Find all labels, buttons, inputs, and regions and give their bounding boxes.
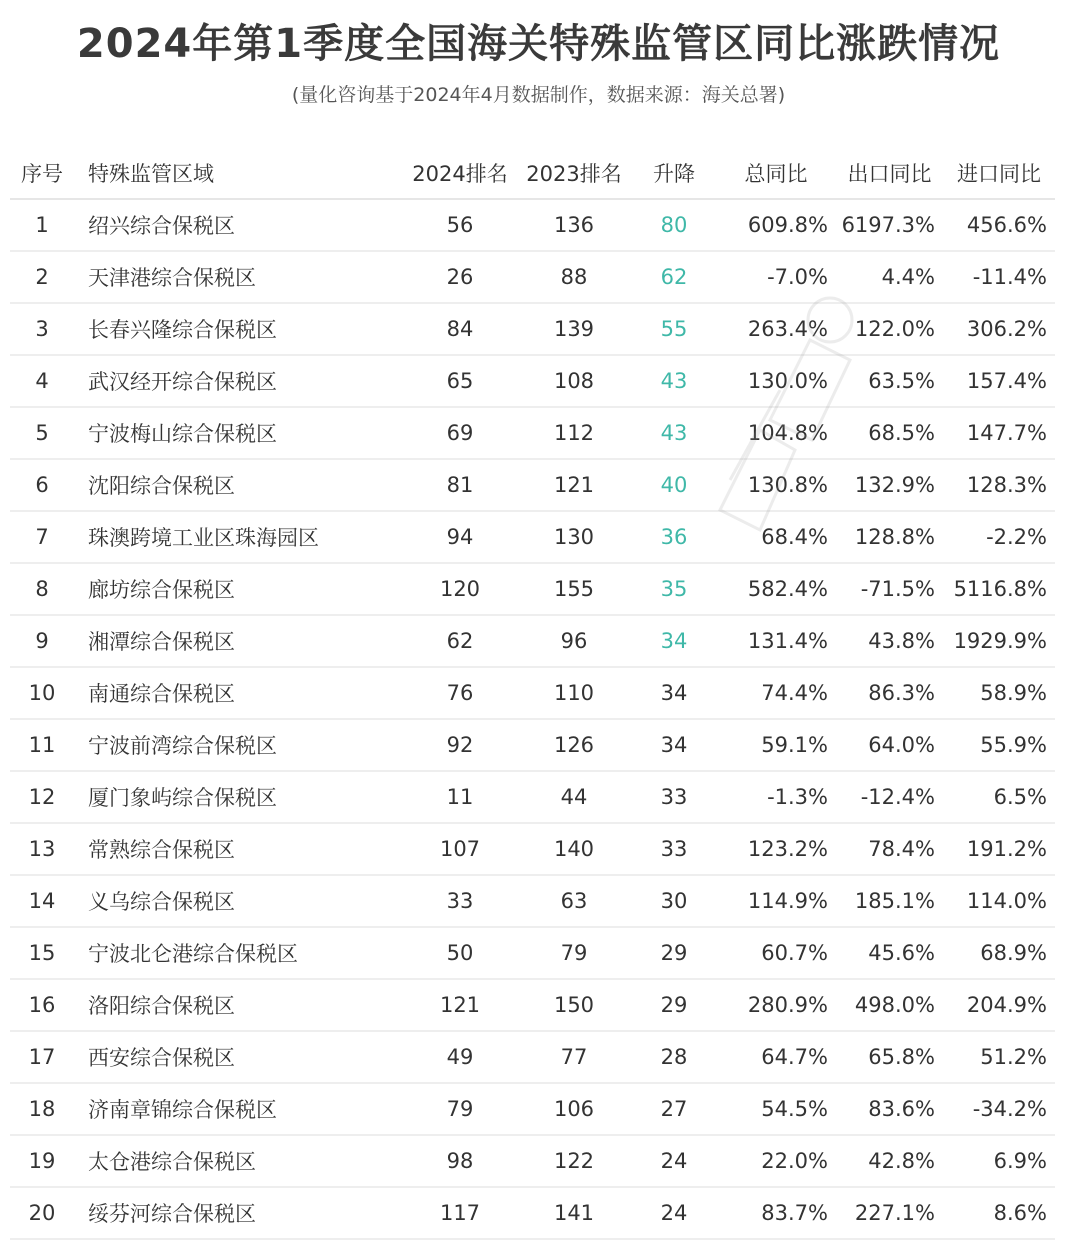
table-row xyxy=(10,407,1055,459)
cell-total-yoy: 22.0% xyxy=(716,1135,836,1187)
cell-rank-2023: 77 xyxy=(516,1031,632,1083)
cell-import-yoy: 1929.9% xyxy=(943,615,1055,667)
cell-total-yoy: 74.4% xyxy=(716,667,836,719)
header-export-yoy: 出口同比 xyxy=(836,148,943,199)
cell-change: 34 xyxy=(632,667,716,719)
cell-import-yoy: 128.3% xyxy=(943,459,1055,511)
cell-total-yoy: 130.8% xyxy=(716,459,836,511)
cell-total-yoy: 114.9% xyxy=(716,875,836,927)
cell-zone-name: 义乌综合保税区 xyxy=(74,875,404,927)
cell-rank-2023: 139 xyxy=(516,303,632,355)
cell-zone-name: 西安综合保税区 xyxy=(74,1031,404,1083)
cell-export-yoy: 78.4% xyxy=(836,823,943,875)
table-row xyxy=(10,771,1055,823)
cell-total-yoy: 54.5% xyxy=(716,1083,836,1135)
cell-export-yoy: 83.6% xyxy=(836,1083,943,1135)
cell-rank-2023: 106 xyxy=(516,1083,632,1135)
table-row xyxy=(10,303,1055,355)
cell-zone-name: 廊坊综合保税区 xyxy=(74,563,404,615)
cell-index: 16 xyxy=(10,979,74,1031)
cell-zone-name: 宁波前湾综合保税区 xyxy=(74,719,404,771)
cell-zone-name: 太仓港综合保税区 xyxy=(74,1135,404,1187)
cell-import-yoy: 204.9% xyxy=(943,979,1055,1031)
cell-import-yoy: 191.2% xyxy=(943,823,1055,875)
cell-total-yoy: 60.7% xyxy=(716,927,836,979)
table-row xyxy=(10,1135,1055,1187)
table-row xyxy=(10,199,1055,251)
cell-total-yoy: 59.1% xyxy=(716,719,836,771)
cell-rank-2023: 79 xyxy=(516,927,632,979)
cell-index: 3 xyxy=(10,303,74,355)
table-row xyxy=(10,1031,1055,1083)
cell-change: 28 xyxy=(632,1031,716,1083)
cell-change: 30 xyxy=(632,875,716,927)
cell-change: 34 xyxy=(632,615,716,667)
cell-export-yoy: 42.8% xyxy=(836,1135,943,1187)
cell-rank-2024: 26 xyxy=(404,251,516,303)
page-subtitle: (量化咨询基于2024年4月数据制作，数据来源：海关总署) xyxy=(291,84,786,106)
cell-rank-2023: 108 xyxy=(516,355,632,407)
cell-index: 1 xyxy=(10,199,74,251)
cell-export-yoy: -71.5% xyxy=(836,563,943,615)
cell-export-yoy: 498.0% xyxy=(836,979,943,1031)
cell-rank-2024: 33 xyxy=(404,875,516,927)
cell-import-yoy: 6.9% xyxy=(943,1135,1055,1187)
cell-export-yoy: 43.8% xyxy=(836,615,943,667)
cell-index: 11 xyxy=(10,719,74,771)
cell-export-yoy: 68.5% xyxy=(836,407,943,459)
cell-change: 29 xyxy=(632,927,716,979)
table-row xyxy=(10,875,1055,927)
cell-import-yoy: 5116.8% xyxy=(943,563,1055,615)
cell-export-yoy: 65.8% xyxy=(836,1031,943,1083)
cell-change: 34 xyxy=(632,719,716,771)
cell-export-yoy: 122.0% xyxy=(836,303,943,355)
cell-rank-2024: 98 xyxy=(404,1135,516,1187)
cell-change: 24 xyxy=(632,1135,716,1187)
cell-rank-2023: 130 xyxy=(516,511,632,563)
cell-change: 40 xyxy=(632,459,716,511)
cell-import-yoy: 68.9% xyxy=(943,927,1055,979)
ranking-table xyxy=(10,148,1055,1240)
cell-zone-name: 天津港综合保税区 xyxy=(74,251,404,303)
cell-zone-name: 绍兴综合保税区 xyxy=(74,199,404,251)
cell-rank-2024: 69 xyxy=(404,407,516,459)
cell-index: 18 xyxy=(10,1083,74,1135)
cell-zone-name: 沈阳综合保税区 xyxy=(74,459,404,511)
cell-import-yoy: 157.4% xyxy=(943,355,1055,407)
cell-zone-name: 洛阳综合保税区 xyxy=(74,979,404,1031)
cell-change: 43 xyxy=(632,407,716,459)
cell-rank-2024: 107 xyxy=(404,823,516,875)
cell-zone-name: 宁波北仑港综合保税区 xyxy=(74,927,404,979)
cell-rank-2023: 110 xyxy=(516,667,632,719)
table-row xyxy=(10,1083,1055,1135)
cell-zone-name: 绥芬河综合保税区 xyxy=(74,1187,404,1239)
cell-index: 13 xyxy=(10,823,74,875)
cell-rank-2023: 112 xyxy=(516,407,632,459)
cell-index: 15 xyxy=(10,927,74,979)
cell-import-yoy: 6.5% xyxy=(943,771,1055,823)
cell-rank-2023: 63 xyxy=(516,875,632,927)
cell-zone-name: 厦门象屿综合保税区 xyxy=(74,771,404,823)
cell-import-yoy: 8.6% xyxy=(943,1187,1055,1239)
cell-rank-2023: 122 xyxy=(516,1135,632,1187)
cell-index: 2 xyxy=(10,251,74,303)
cell-index: 14 xyxy=(10,875,74,927)
cell-rank-2024: 92 xyxy=(404,719,516,771)
table-row xyxy=(10,979,1055,1031)
cell-export-yoy: 227.1% xyxy=(836,1187,943,1239)
cell-change: 33 xyxy=(632,771,716,823)
cell-zone-name: 宁波梅山综合保税区 xyxy=(74,407,404,459)
cell-rank-2024: 65 xyxy=(404,355,516,407)
cell-export-yoy: -12.4% xyxy=(836,771,943,823)
cell-total-yoy: 280.9% xyxy=(716,979,836,1031)
cell-index: 12 xyxy=(10,771,74,823)
cell-total-yoy: -7.0% xyxy=(716,251,836,303)
cell-change: 29 xyxy=(632,979,716,1031)
cell-zone-name: 湘潭综合保税区 xyxy=(74,615,404,667)
header-change: 升降 xyxy=(632,148,716,199)
cell-change: 80 xyxy=(632,199,716,251)
table-row xyxy=(10,355,1055,407)
cell-change: 35 xyxy=(632,563,716,615)
cell-change: 62 xyxy=(632,251,716,303)
cell-zone-name: 济南章锦综合保税区 xyxy=(74,1083,404,1135)
cell-rank-2024: 81 xyxy=(404,459,516,511)
table-row xyxy=(10,511,1055,563)
cell-index: 6 xyxy=(10,459,74,511)
table-row xyxy=(10,251,1055,303)
header-total-yoy: 总同比 xyxy=(716,148,836,199)
cell-total-yoy: 64.7% xyxy=(716,1031,836,1083)
table-header-row xyxy=(10,148,1055,199)
cell-import-yoy: 55.9% xyxy=(943,719,1055,771)
cell-rank-2023: 136 xyxy=(516,199,632,251)
cell-zone-name: 珠澳跨境工业区珠海园区 xyxy=(74,511,404,563)
cell-total-yoy: 130.0% xyxy=(716,355,836,407)
cell-rank-2024: 120 xyxy=(404,563,516,615)
cell-export-yoy: 86.3% xyxy=(836,667,943,719)
cell-index: 19 xyxy=(10,1135,74,1187)
header-zone: 特殊监管区域 xyxy=(74,148,404,199)
cell-rank-2024: 49 xyxy=(404,1031,516,1083)
cell-rank-2024: 94 xyxy=(404,511,516,563)
cell-import-yoy: -34.2% xyxy=(943,1083,1055,1135)
table-row xyxy=(10,719,1055,771)
cell-zone-name: 武汉经开综合保税区 xyxy=(74,355,404,407)
cell-change: 55 xyxy=(632,303,716,355)
cell-rank-2023: 88 xyxy=(516,251,632,303)
cell-rank-2023: 44 xyxy=(516,771,632,823)
cell-total-yoy: 68.4% xyxy=(716,511,836,563)
table-row xyxy=(10,823,1055,875)
cell-index: 17 xyxy=(10,1031,74,1083)
cell-import-yoy: 114.0% xyxy=(943,875,1055,927)
cell-total-yoy: 131.4% xyxy=(716,615,836,667)
cell-export-yoy: 4.4% xyxy=(836,251,943,303)
cell-import-yoy: -11.4% xyxy=(943,251,1055,303)
cell-rank-2024: 76 xyxy=(404,667,516,719)
cell-rank-2023: 141 xyxy=(516,1187,632,1239)
cell-export-yoy: 128.8% xyxy=(836,511,943,563)
cell-change: 36 xyxy=(632,511,716,563)
cell-rank-2024: 11 xyxy=(404,771,516,823)
header-rank-2024: 2024排名 xyxy=(404,148,516,199)
cell-index: 7 xyxy=(10,511,74,563)
cell-index: 4 xyxy=(10,355,74,407)
cell-index: 20 xyxy=(10,1187,74,1239)
cell-change: 27 xyxy=(632,1083,716,1135)
cell-rank-2024: 121 xyxy=(404,979,516,1031)
header-rank-2023: 2023排名 xyxy=(516,148,632,199)
cell-rank-2023: 121 xyxy=(516,459,632,511)
table-row xyxy=(10,459,1055,511)
cell-import-yoy: 456.6% xyxy=(943,199,1055,251)
header-index: 序号 xyxy=(10,148,74,199)
cell-export-yoy: 64.0% xyxy=(836,719,943,771)
table-body xyxy=(10,199,1055,1239)
cell-export-yoy: 185.1% xyxy=(836,875,943,927)
cell-rank-2023: 96 xyxy=(516,615,632,667)
cell-total-yoy: 83.7% xyxy=(716,1187,836,1239)
header-import-yoy: 进口同比 xyxy=(943,148,1055,199)
cell-index: 9 xyxy=(10,615,74,667)
table-row xyxy=(10,563,1055,615)
cell-zone-name: 长春兴隆综合保税区 xyxy=(74,303,404,355)
table-row xyxy=(10,667,1055,719)
cell-rank-2024: 56 xyxy=(404,199,516,251)
cell-index: 8 xyxy=(10,563,74,615)
cell-zone-name: 常熟综合保税区 xyxy=(74,823,404,875)
cell-import-yoy: 306.2% xyxy=(943,303,1055,355)
cell-change: 33 xyxy=(632,823,716,875)
cell-rank-2024: 62 xyxy=(404,615,516,667)
cell-total-yoy: 582.4% xyxy=(716,563,836,615)
cell-total-yoy: 123.2% xyxy=(716,823,836,875)
cell-rank-2023: 126 xyxy=(516,719,632,771)
page-title: 2024年第1季度全国海关特殊监管区同比涨跌情况 xyxy=(76,21,1001,67)
cell-total-yoy: 609.8% xyxy=(716,199,836,251)
cell-index: 5 xyxy=(10,407,74,459)
cell-rank-2023: 140 xyxy=(516,823,632,875)
cell-rank-2023: 155 xyxy=(516,563,632,615)
cell-total-yoy: 104.8% xyxy=(716,407,836,459)
cell-rank-2024: 50 xyxy=(404,927,516,979)
cell-rank-2024: 117 xyxy=(404,1187,516,1239)
cell-export-yoy: 132.9% xyxy=(836,459,943,511)
table-row xyxy=(10,927,1055,979)
cell-import-yoy: -2.2% xyxy=(943,511,1055,563)
cell-import-yoy: 51.2% xyxy=(943,1031,1055,1083)
cell-rank-2024: 79 xyxy=(404,1083,516,1135)
cell-index: 10 xyxy=(10,667,74,719)
cell-change: 43 xyxy=(632,355,716,407)
cell-export-yoy: 6197.3% xyxy=(836,199,943,251)
table-row xyxy=(10,1187,1055,1239)
cell-export-yoy: 63.5% xyxy=(836,355,943,407)
cell-change: 24 xyxy=(632,1187,716,1239)
cell-import-yoy: 58.9% xyxy=(943,667,1055,719)
cell-rank-2024: 84 xyxy=(404,303,516,355)
cell-export-yoy: 45.6% xyxy=(836,927,943,979)
table-row xyxy=(10,615,1055,667)
cell-total-yoy: -1.3% xyxy=(716,771,836,823)
cell-zone-name: 南通综合保税区 xyxy=(74,667,404,719)
cell-total-yoy: 263.4% xyxy=(716,303,836,355)
cell-import-yoy: 147.7% xyxy=(943,407,1055,459)
cell-rank-2023: 150 xyxy=(516,979,632,1031)
